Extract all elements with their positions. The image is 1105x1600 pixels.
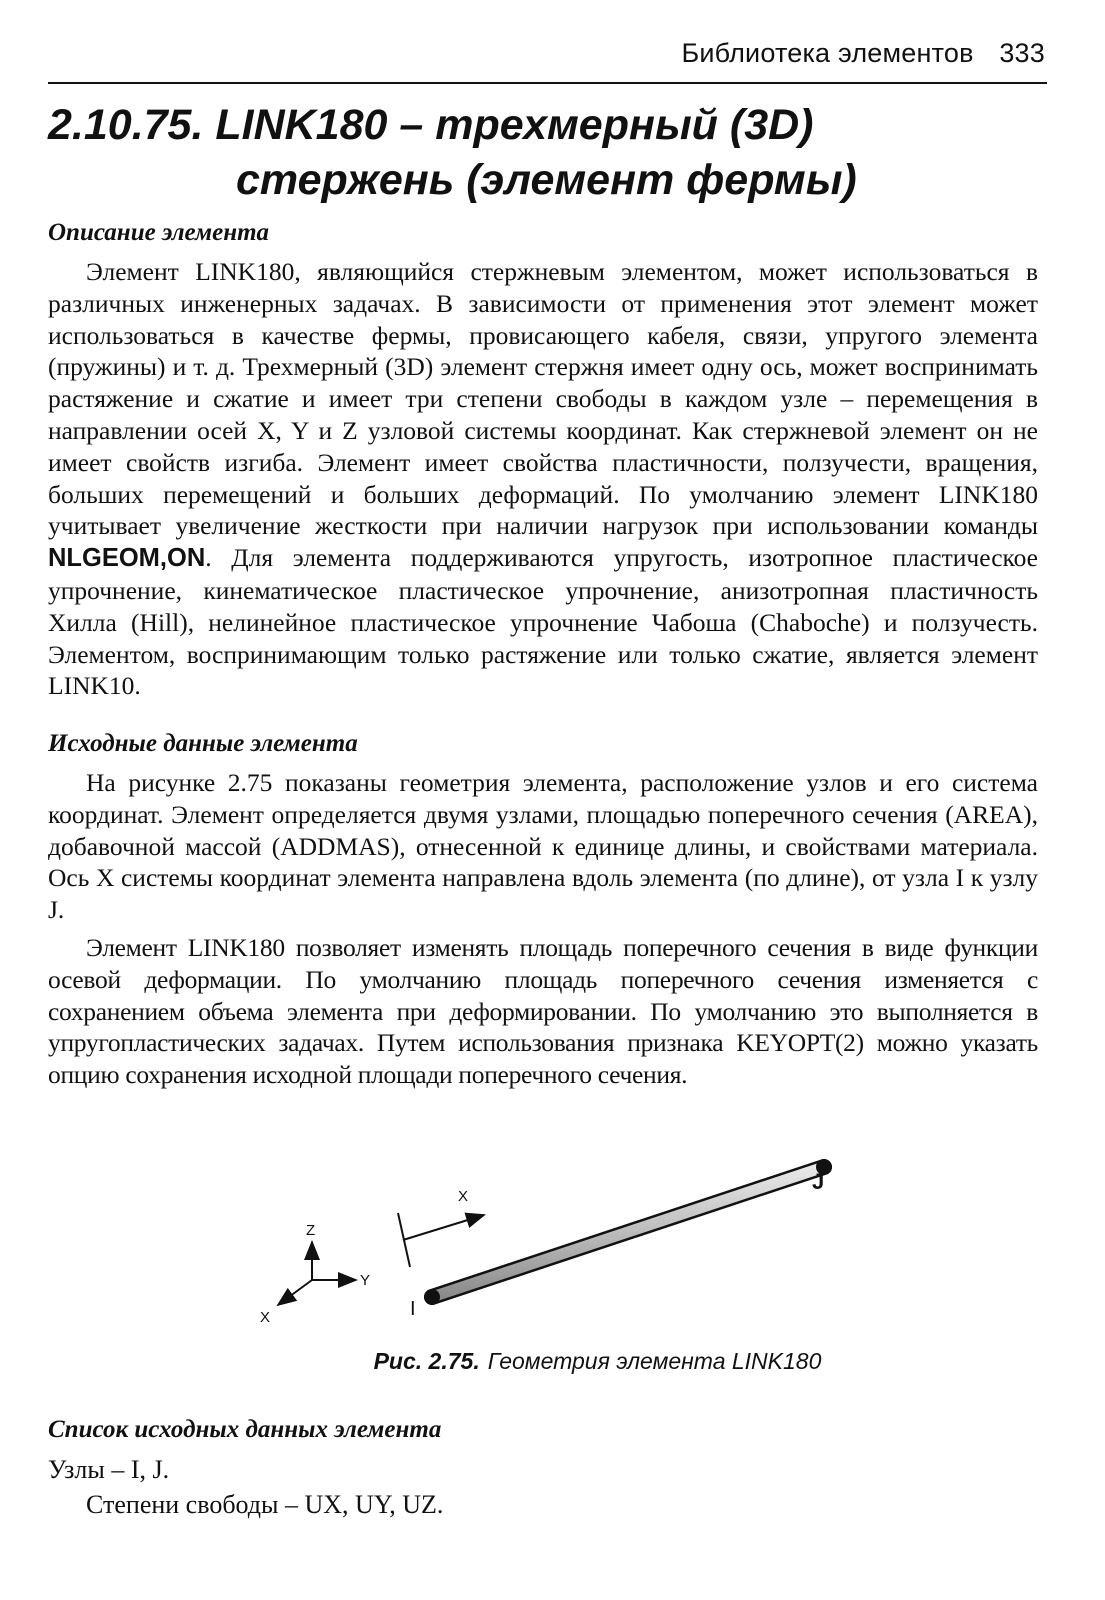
axis-y-label: Y (360, 1272, 371, 1289)
input-data-heading: Исходные данные элемента (48, 730, 358, 757)
node-i-label: I (410, 1298, 416, 1320)
description-text-part2: . Для элемента поддерживаются упругость, изотропное пластическое упрочнение, кинематическое пластическое упрочнение, анизотропная пластичность Хилла (Hill), нелинейное пластическое упрочнение Чабоша (Chaboche) и ползучесть. Элементом, воспринимающим только растяжение или только сжатие, является элемент LINK10. (48, 543, 1038, 701)
section-title (48, 98, 1047, 208)
figure-caption (0, 1348, 1105, 1375)
element-axis (398, 1188, 484, 1267)
element-axis-x-label: X (458, 1188, 469, 1205)
running-title: Библиотека элементов (681, 38, 974, 68)
link-rod (410, 1159, 832, 1320)
link180-diagram (240, 1145, 860, 1355)
input-data-paragraph-1: На рисунке 2.75 показаны геометрия элемента, расположение узлов и его система координат. Элемент определяется двумя узлами, площадью поперечного сечения (AREA), добавочной массой (ADDMAS), отнесенной к единице длины, и свойствами материала. Ось X системы координат элемента направлена вдоль элемента (по длине), от узла I к узлу J. (48, 768, 1038, 925)
section-title-line2: стержень (элемент фермы) (236, 156, 857, 204)
node-j-label: J (812, 1169, 825, 1194)
global-axes-triad (260, 1222, 370, 1326)
description-heading: Описание элемента (48, 219, 270, 246)
input-data-paragraph-2: Элемент LINK180 позволяет изменять площадь поперечного сечения в виде функции осевой деформации. По умолчанию площадь поперечного сечения изменяется с сохранением объема элемента при деформировании. По умолчанию это выполняется в упругопластических задачах. Путем использования признака KEYOPT(2) можно указать опцию сохранения исходной площади поперечного сечения. (48, 933, 1038, 1090)
description-text-part1: Элемент LINK180, являющийся стержневым элементом, может использоваться в различных инженерных задачах. В зависимости от применения этот элемент может использоваться в качестве фермы, провисающего кабеля, связи, упругого элемента (пружины) и т. д. Трехмерный (3D) элемент стержня имеет одну ось, может воспринимать растяжение и сжатие и имеет три степени свободы в каждом узле – перемещения в направлении осей X, Y и Z узловой системы координат. Как стержневой элемент он не имеет свойств изгиба. Элемент имеет свойства пластичности, ползучести, вращения, больших перемещений и больших деформаций. По умолчанию элемент LINK180 учитывает увеличение жесткости при наличии нагрузок при использовании команды (48, 257, 1038, 541)
page-number: 333 (999, 38, 1045, 68)
nodes-line: Узлы – I, J. (48, 1455, 170, 1484)
axis-z-label: Z (306, 1222, 316, 1239)
axis-x-label: X (260, 1309, 271, 1326)
running-header (681, 38, 1045, 69)
caption-number: Рис. 2.75. (373, 1348, 480, 1374)
header-rule (48, 82, 1047, 84)
section-title-line1: 2.10.75. LINK180 – трехмерный (3D) (48, 101, 814, 149)
node-i-marker (424, 1289, 440, 1305)
x-axis-arrow (278, 1280, 312, 1305)
element-geometry-figure (240, 1145, 860, 1355)
description-paragraph (48, 256, 1038, 702)
command-nlgeom: NLGEOM,ON (48, 544, 206, 573)
caption-text: Геометрия элемента LINK180 (487, 1348, 822, 1374)
input-list-heading: Список исходных данных элемента (48, 1416, 442, 1443)
dof-line: Степени свободы – UX, UY, UZ. (86, 1490, 444, 1519)
element-x-arrow (403, 1215, 484, 1240)
rod-body (432, 1167, 824, 1297)
